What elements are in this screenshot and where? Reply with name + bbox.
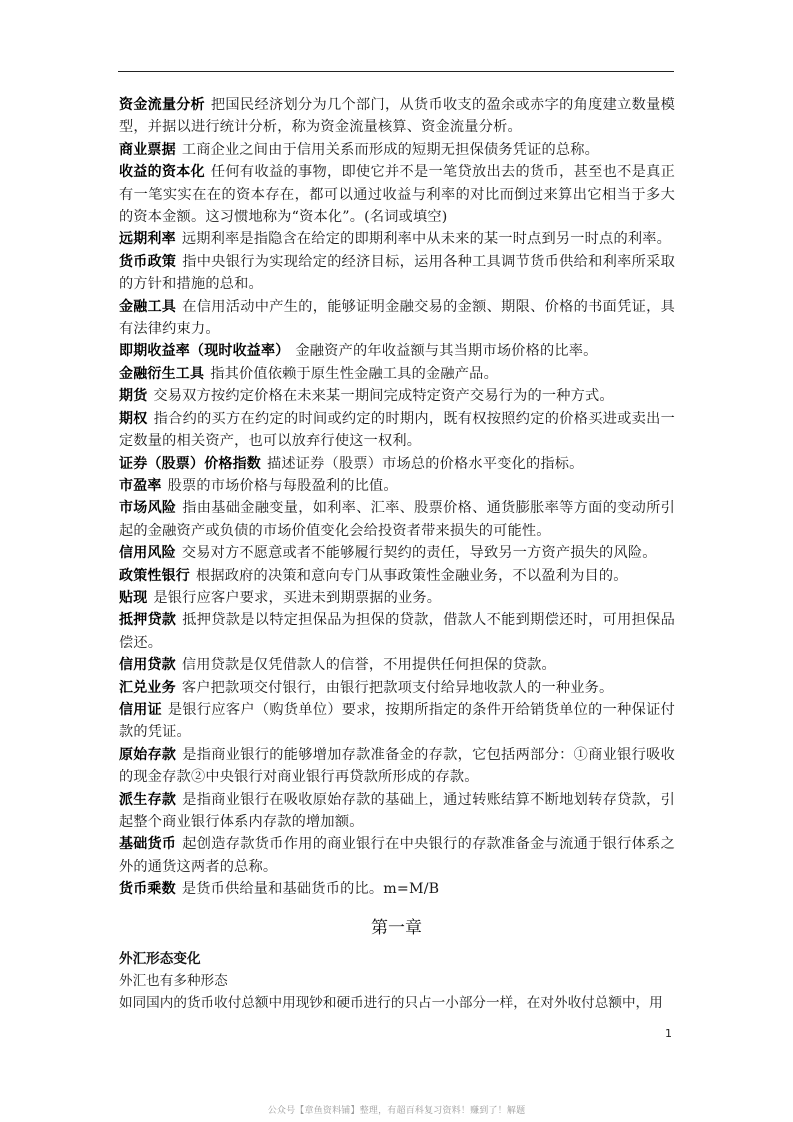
glossary-entry <box>119 385 675 407</box>
glossary-term: 收益的资本化 <box>119 164 205 181</box>
glossary-entry <box>119 699 675 744</box>
glossary-term: 政策性银行 <box>119 567 190 584</box>
glossary-definition: 股票的市场价格与每股盈利的比值。 <box>167 477 398 494</box>
section-paragraph: 如同国内的货币收付总额中用现钞和硬币进行的只占一小部分一样，在对外收付总额中，用 <box>119 995 663 1011</box>
glossary-definition: 把国民经济划分为几个部门，从货币收支的盈余或赤字的角度建立数量模型，并据以进行统计分析，称为资金流量核算、资金流量分析。 <box>119 97 676 136</box>
glossary-entry <box>119 94 675 139</box>
glossary-definition: 指中央银行为实现给定的经济目标，运用各种工具调节货币供给和利率所采取的方针和措施的总和。 <box>119 253 675 293</box>
glossary-definition: 是指商业银行在吸收原始存款的基础上，通过转账结算不断地划转存贷款，引起整个商业银行体系内存款的增加额。 <box>119 791 675 830</box>
glossary-definition: 指由基础金融变量，如利率、汇率、股票价格、通货膨胀率等方面的变动所引起的金融资产或负债的市场价值变化会给投资者带来损失的可能性。 <box>119 500 675 539</box>
glossary-term: 货币乘数 <box>119 881 176 898</box>
glossary-definition: 是指商业银行的能够增加存款准备金的存款，它包括两部分：①商业银行吸收的现金存款②中央银行对商业银行再贷款所形成的存款。 <box>119 746 675 786</box>
header-rule <box>118 71 674 72</box>
glossary-term: 证券（股票）价格指数 <box>119 455 261 472</box>
glossary-entry <box>119 833 675 878</box>
glossary-term: 资金流量分析 <box>119 97 205 113</box>
glossary-term: 派生存款 <box>119 791 177 808</box>
glossary-term: 信用风险 <box>119 545 176 562</box>
glossary-term: 贴现 <box>119 589 148 606</box>
glossary-entry <box>119 408 675 453</box>
glossary-definition: 根据政府的决策和意向专门从事政策性金融业务，不以盈利为目的。 <box>196 567 628 584</box>
glossary-definition: 起创造存款货币作用的商业银行在中央银行的存款准备金与流通于银行体系之外的通货这两者的总称。 <box>119 836 675 875</box>
glossary-term: 市盈率 <box>119 477 162 494</box>
glossary-definition: 是银行应客户要求，买进未到期票据的业务。 <box>153 589 442 606</box>
section-paragraph: 外汇也有多种形态 <box>119 973 228 989</box>
glossary-definition: 交易对方不愿意或者不能够履行契约的责任，导致另一方资产损失的风险。 <box>181 545 657 562</box>
glossary-term: 信用贷款 <box>119 657 176 674</box>
glossary-entry <box>119 453 675 475</box>
glossary-entry <box>119 139 675 161</box>
chapter-section <box>119 948 675 1014</box>
glossary-term: 金融工具 <box>119 298 177 315</box>
glossary-entry <box>119 654 675 676</box>
footer-watermark-note: 公众号【章鱼资料铺】整理，有超百科复习资料！赚到了！解题 <box>267 1106 526 1116</box>
glossary-definition: 工商企业之间由于信用关系而形成的短期无担保债务凭证的总称。 <box>181 141 600 158</box>
glossary-entry <box>119 609 675 654</box>
glossary-entry <box>119 251 675 296</box>
page-number: 1 <box>665 1027 672 1040</box>
glossary-entry <box>119 565 675 587</box>
glossary-entry <box>119 677 675 699</box>
glossary-entry <box>119 475 675 497</box>
glossary-term: 金融衍生工具 <box>119 365 205 382</box>
glossary-term: 汇兑业务 <box>119 679 176 696</box>
glossary-definition: 指合约的买方在约定的时间或约定的时期内，既有权按照约定的价格买进或卖出一定数量的相关资产，也可以放弃行使这一权利。 <box>119 410 676 450</box>
glossary-definition: 抵押贷款是以特定担保品为担保的贷款，借款人不能到期偿还时，可用担保品偿还。 <box>119 612 675 651</box>
section-heading: 外汇形态变化 <box>119 951 201 967</box>
glossary-term: 期权 <box>119 410 148 427</box>
glossary-term: 信用证 <box>119 701 162 718</box>
glossary-term: 货币政策 <box>119 253 177 270</box>
glossary-entry <box>119 228 675 250</box>
glossary-term: 市场风险 <box>119 500 177 517</box>
glossary-definition: 客户把款项交付银行，由银行把款项支付给异地收款人的一种业务。 <box>181 679 614 696</box>
glossary-term: 期货 <box>119 388 148 405</box>
glossary-entry <box>119 744 675 789</box>
glossary-definition: 任何有收益的事物，即使它并不是一笔贷放出去的货币，甚至也不是真正有一笔实实在在的资本存在，都可以通过收益与利率的对比而倒过来算出它相当于多大的资本金额。这习惯地称为“资本化”。(名词或填空) <box>119 164 676 226</box>
glossary-entry <box>119 789 675 834</box>
glossary-definition: 描述证券（股票）市场总的价格水平变化的指标。 <box>267 455 584 472</box>
glossary-list <box>119 94 675 901</box>
glossary-definition: 金融资产的年收益额与其当期市场价格的比率。 <box>295 343 598 360</box>
glossary-definition: 信用贷款是仅凭借款人的信誉，不用提供任何担保的贷款。 <box>181 657 556 674</box>
glossary-definition: 是货币供给量和基础货币的比。m=M/B <box>181 881 440 898</box>
chapter-title: 第一章 <box>371 918 422 938</box>
glossary-entry <box>119 161 675 228</box>
glossary-term: 远期利率 <box>119 231 176 248</box>
glossary-definition: 在信用活动中产生的，能够证明金融交易的金额、期限、价格的书面凭证，具有法律约束力。 <box>119 298 675 338</box>
glossary-term: 抵押贷款 <box>119 612 177 629</box>
glossary-term: 基础货币 <box>119 836 177 853</box>
glossary-definition: 交易双方按约定价格在未来某一期间完成特定资产交易行为的一种方式。 <box>153 388 614 405</box>
glossary-entry <box>119 542 675 564</box>
glossary-term: 原始存款 <box>119 746 177 763</box>
glossary-definition: 是银行应客户（购货单位）要求，按期所指定的条件开给销货单位的一种保证付款的凭证。 <box>119 701 675 741</box>
glossary-entry <box>119 587 675 609</box>
glossary-term: 即期收益率（现时收益率） <box>119 343 290 360</box>
glossary-entry <box>119 497 675 542</box>
glossary-definition: 指其价值依赖于原生性金融工具的金融产品。 <box>210 365 498 382</box>
glossary-entry <box>119 296 675 341</box>
glossary-entry <box>119 363 675 385</box>
glossary-definition: 远期利率是指隐含在给定的即期利率中从未来的某一时点到另一时点的利率。 <box>181 231 671 248</box>
glossary-entry <box>119 878 675 900</box>
glossary-entry <box>119 340 675 362</box>
glossary-term: 商业票据 <box>119 141 176 158</box>
